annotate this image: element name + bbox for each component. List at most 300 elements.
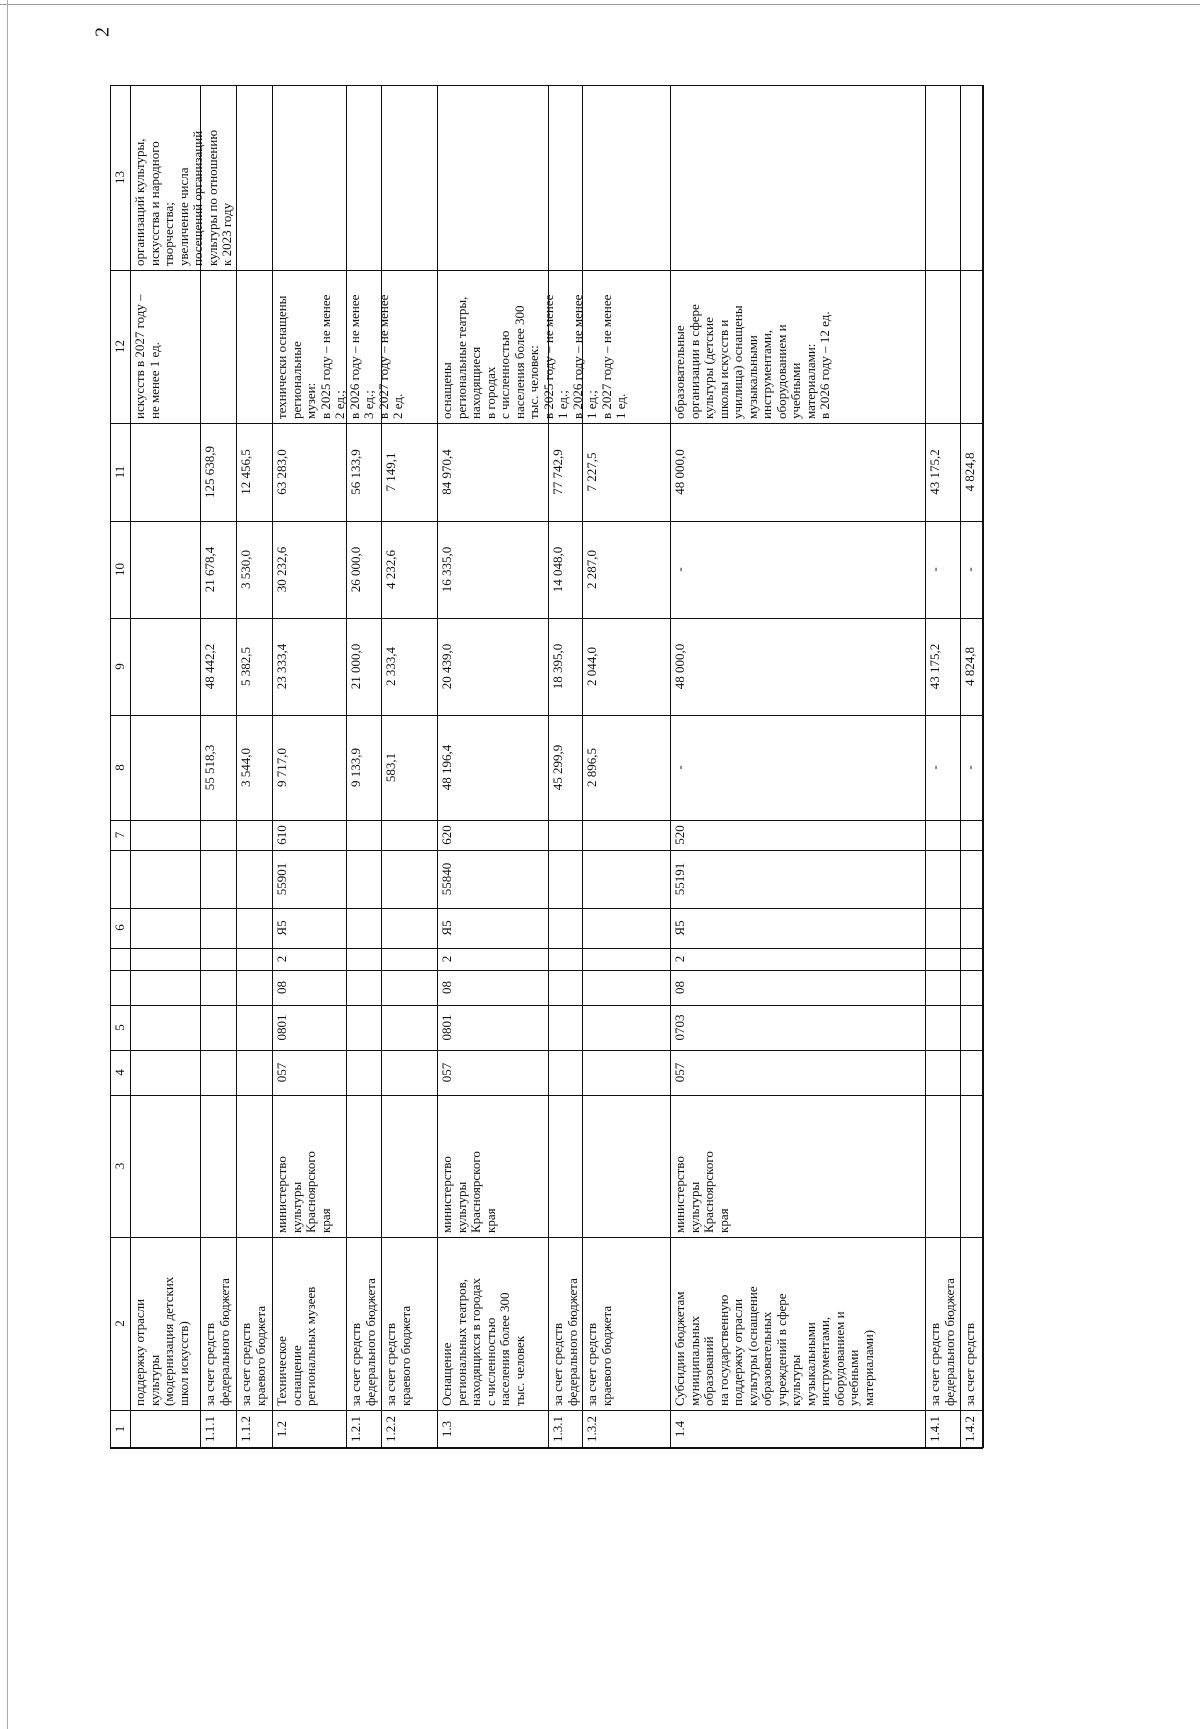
scan-edge-left bbox=[7, 0, 8, 1729]
row-14-c4-text: 057 bbox=[672, 1062, 687, 1083]
row-13-c8 bbox=[437, 715, 548, 820]
row-132-c2-text: краевого бюджета bbox=[598, 1305, 614, 1406]
row-14-c6d bbox=[670, 850, 925, 908]
row-12-c2 bbox=[272, 1237, 346, 1410]
row-12-c6b-text: 2 bbox=[274, 955, 289, 963]
row-121-c1-text: 1.2.1 bbox=[348, 1416, 363, 1442]
row-12-c9-text: 23 333,4 bbox=[274, 643, 289, 690]
row-14-c12-text: инструментами, bbox=[759, 329, 774, 419]
row-13-c4 bbox=[437, 1050, 548, 1095]
row-13-c1 bbox=[437, 1410, 548, 1448]
row-12-c11 bbox=[272, 423, 346, 521]
header-col-12 bbox=[110, 270, 130, 423]
row-121-c11-text: 56 133,9 bbox=[348, 449, 363, 495]
row-131-c2-text: за счет средств bbox=[550, 1323, 565, 1406]
row-12-c11-text: 63 283,0 bbox=[274, 449, 289, 495]
row-12-c12-text: технически оснащены bbox=[274, 295, 289, 419]
row-13-c12-text: региональные театры, bbox=[453, 296, 469, 419]
row-13-c6a-text: 08 bbox=[439, 981, 454, 994]
header-col-3-text: 3 bbox=[112, 1162, 127, 1170]
row-132-c9-text: 2 044,0 bbox=[584, 647, 599, 686]
row-12-c7-text: 610 bbox=[274, 825, 289, 845]
row-121-c8-text: 9 133,9 bbox=[348, 748, 363, 787]
row-12-c2-text: региональных музеев bbox=[303, 1286, 318, 1406]
row-13-c8-text: 48 196,4 bbox=[439, 744, 454, 791]
row-divider bbox=[983, 85, 984, 1448]
column-divider bbox=[110, 1448, 983, 1449]
row-cont-c2-text: культуры bbox=[146, 1354, 162, 1406]
header-col-8 bbox=[110, 715, 130, 820]
row-14-c12 bbox=[670, 270, 925, 423]
row-142-c10 bbox=[960, 521, 983, 618]
row-14-c1 bbox=[670, 1410, 925, 1448]
row-131-c11-text: 77 742,9 bbox=[550, 449, 565, 495]
row-14-c12-text: учебными bbox=[788, 362, 803, 419]
row-14-c2-text: культуры bbox=[788, 1354, 803, 1406]
row-121-c2 bbox=[346, 1237, 381, 1410]
row-121-c2-text: федерального бюджета bbox=[362, 1278, 378, 1406]
row-12-c6d bbox=[272, 850, 346, 908]
row-13-c12-text: в городах bbox=[482, 366, 498, 419]
row-141-c1-text: 1.4.1 bbox=[927, 1416, 942, 1442]
row-141-c2-text: федерального бюджета bbox=[941, 1278, 957, 1406]
row-13-c3-text: культуры bbox=[453, 1181, 469, 1233]
row-12-c12-text: в 2026 году – не менее bbox=[346, 294, 362, 419]
row-cont-c2-text: (модернизация детских bbox=[161, 1276, 176, 1406]
row-142-c2 bbox=[960, 1237, 983, 1410]
row-122-c10-text: 4 232,6 bbox=[383, 550, 398, 589]
row-13-c7-text: 620 bbox=[439, 825, 454, 845]
row-14-c4 bbox=[670, 1050, 925, 1095]
row-13-c2-text: Оснащение bbox=[439, 1342, 454, 1406]
header-col-4 bbox=[110, 1050, 130, 1095]
row-12-c12-text: региональные bbox=[288, 341, 304, 419]
row-111-c10-text: 21 678,4 bbox=[202, 546, 217, 593]
row-12-c6b bbox=[272, 948, 346, 970]
row-14-c2-text: учреждений в сфере bbox=[773, 1293, 789, 1406]
row-132-c2 bbox=[582, 1237, 670, 1410]
row-12-c2-text: оснащение bbox=[288, 1345, 304, 1406]
row-12-c5 bbox=[272, 1005, 346, 1050]
row-12-c3 bbox=[272, 1095, 346, 1237]
header-col-10 bbox=[110, 521, 130, 618]
row-13-c5 bbox=[437, 1005, 548, 1050]
row-cont-c2-text: поддержку отрасли bbox=[132, 1298, 147, 1406]
row-131-c8 bbox=[548, 715, 582, 820]
row-13-c6a bbox=[437, 970, 548, 1005]
row-14-c2-text: муниципальных bbox=[686, 1315, 702, 1406]
row-14-c9 bbox=[670, 618, 925, 715]
row-cont-c12-text: не менее 1 ед. bbox=[146, 342, 162, 419]
row-cont-c13-text: организаций культуры, bbox=[132, 138, 147, 266]
row-111-c1-text: 1.1.1 bbox=[202, 1416, 217, 1442]
row-141-c9-text: 43 175,2 bbox=[927, 643, 942, 690]
row-122-c2-text: краевого бюджета bbox=[397, 1305, 413, 1406]
row-13-c2-text: региональных театров, bbox=[453, 1278, 469, 1406]
row-14-c2-text: оборудованием и bbox=[831, 1311, 847, 1406]
row-12-c1 bbox=[272, 1410, 346, 1448]
row-132-c8 bbox=[582, 715, 670, 820]
header-col-1-text: 1 bbox=[112, 1425, 127, 1433]
row-13-c6d-text: 55840 bbox=[439, 862, 454, 896]
row-121-c1 bbox=[346, 1410, 381, 1448]
header-col-7-text: 7 bbox=[112, 831, 127, 839]
row-13-c12-text: тыс. человек: bbox=[526, 345, 541, 419]
header-col-5 bbox=[110, 1005, 130, 1050]
row-12-c8 bbox=[272, 715, 346, 820]
row-14-c2-text: инструментами, bbox=[817, 1316, 832, 1406]
header-col-1 bbox=[110, 1410, 130, 1448]
row-111-c1 bbox=[200, 1410, 236, 1448]
row-12-c2-text: Техническое bbox=[274, 1336, 289, 1406]
row-13-c2 bbox=[437, 1237, 548, 1410]
row-122-c11-text: 7 149,1 bbox=[383, 452, 398, 492]
row-13-c12-text: населения более 300 bbox=[511, 305, 527, 419]
row-112-c9-text: 5 382,5 bbox=[238, 647, 253, 686]
row-12-c10 bbox=[272, 521, 346, 618]
row-142-c11 bbox=[960, 423, 983, 521]
row-14-c6b-text: 2 bbox=[672, 955, 687, 963]
row-13-c12 bbox=[437, 270, 628, 423]
row-122-c2-text: за счет средств bbox=[383, 1323, 398, 1406]
row-13-c2-text: населения более 300 bbox=[497, 1292, 512, 1406]
row-14-c2-text: Субсидии бюджетам bbox=[672, 1291, 687, 1406]
row-112-c10 bbox=[236, 521, 272, 618]
row-132-c2-text: за счет средств bbox=[584, 1323, 599, 1406]
row-112-c10-text: 3 530,0 bbox=[238, 550, 253, 589]
row-132-c1 bbox=[582, 1410, 670, 1448]
row-122-c9 bbox=[381, 618, 437, 715]
row-142-c2-text: за счет средств bbox=[962, 1323, 977, 1406]
row-142-c1-text: 1.4.2 bbox=[962, 1416, 977, 1442]
row-121-c9-text: 21 000,0 bbox=[348, 643, 363, 690]
row-131-c2 bbox=[548, 1237, 582, 1410]
row-12-c6d-text: 55901 bbox=[274, 862, 289, 896]
row-132-c10 bbox=[582, 521, 670, 618]
header-col-3 bbox=[110, 1095, 130, 1237]
row-131-c10 bbox=[548, 521, 582, 618]
row-112-c8 bbox=[236, 715, 272, 820]
row-141-c11 bbox=[925, 423, 960, 521]
header-col-9 bbox=[110, 618, 130, 715]
row-14-c2-text: материалами) bbox=[860, 1329, 876, 1406]
row-12-c12-text: 2 ед. bbox=[390, 393, 405, 419]
row-132-c11 bbox=[582, 423, 670, 521]
row-122-c10 bbox=[381, 521, 437, 618]
row-111-c2-text: за счет средств bbox=[202, 1323, 217, 1406]
row-13-c12-text: находящиеся bbox=[468, 346, 483, 419]
row-13-c12-text: в 2025 году – не менее bbox=[540, 294, 556, 419]
row-142-c9-text: 4 824,8 bbox=[962, 647, 977, 686]
row-12-c7 bbox=[272, 820, 346, 850]
header-col-6-text: 6 bbox=[112, 924, 127, 931]
row-122-c8 bbox=[381, 715, 437, 820]
row-12-c6c-text: Я5 bbox=[274, 920, 289, 936]
row-121-c9 bbox=[346, 618, 381, 715]
row-13-c11-text: 84 970,4 bbox=[439, 449, 454, 495]
row-132-c9 bbox=[582, 618, 670, 715]
row-12-c12-text: 2 ед.; bbox=[332, 390, 347, 419]
row-14-c8 bbox=[670, 715, 925, 820]
row-14-c2-text: поддержку отрасли bbox=[730, 1298, 745, 1406]
row-14-c11-text: 48 000,0 bbox=[672, 449, 687, 495]
row-122-c1 bbox=[381, 1410, 437, 1448]
row-14-c3-text: культуры bbox=[686, 1181, 702, 1233]
row-12-c12-text: 3 ед.; bbox=[361, 390, 376, 419]
row-cont-c2 bbox=[130, 1237, 200, 1410]
row-112-c11-text: 12 456,5 bbox=[238, 449, 253, 495]
row-12-c6a-text: 08 bbox=[274, 981, 289, 994]
row-141-c2 bbox=[925, 1237, 960, 1410]
row-111-c8-text: 55 518,3 bbox=[202, 744, 217, 791]
row-13-c12-text: 1 ед.; bbox=[555, 390, 570, 419]
row-141-c1 bbox=[925, 1410, 960, 1448]
row-14-c2-text: образований bbox=[701, 1336, 716, 1406]
row-14-c10-text: - bbox=[672, 567, 687, 572]
row-111-c11 bbox=[200, 423, 236, 521]
row-14-c6b bbox=[670, 948, 925, 970]
row-12-c9 bbox=[272, 618, 346, 715]
row-13-c7 bbox=[437, 820, 548, 850]
header-col-7 bbox=[110, 820, 130, 850]
header-col-11-text: 11 bbox=[112, 465, 127, 479]
row-cont-c13-text: к 2023 году bbox=[219, 202, 234, 266]
row-14-c12-text: школы искусств и bbox=[715, 319, 731, 419]
row-14-c6d-text: 55191 bbox=[672, 862, 687, 896]
row-131-c1-text: 1.3.1 bbox=[550, 1416, 565, 1442]
row-13-c2-text: находящихся в городах bbox=[468, 1278, 483, 1406]
row-12-c12-text: музеи: bbox=[303, 382, 318, 419]
page-number-text: 2 bbox=[91, 27, 114, 37]
row-14-c6a-text: 08 bbox=[672, 981, 687, 994]
row-13-c12-text: с численностью bbox=[497, 330, 512, 419]
row-112-c2-text: за счет средств bbox=[238, 1323, 253, 1406]
row-121-c11 bbox=[346, 423, 381, 521]
row-142-c8 bbox=[960, 715, 983, 820]
row-cont-c2-text: школ искусств) bbox=[175, 1321, 191, 1406]
row-112-c2-text: краевого бюджета bbox=[252, 1305, 268, 1406]
row-142-c9 bbox=[960, 618, 983, 715]
row-13-c1-text: 1.3 bbox=[439, 1420, 454, 1438]
header-col-10-text: 10 bbox=[112, 563, 127, 576]
row-14-c1-text: 1.4 bbox=[672, 1420, 687, 1438]
row-13-c6b bbox=[437, 948, 548, 970]
row-12-c3-text: министерство bbox=[274, 1156, 289, 1233]
row-121-c10 bbox=[346, 521, 381, 618]
row-13-c9 bbox=[437, 618, 548, 715]
row-14-c2-text: культуры (оснащение bbox=[744, 1286, 760, 1406]
row-14-c12-text: училища) оснащены bbox=[730, 305, 745, 419]
row-141-c10-text: - bbox=[927, 567, 942, 572]
header-col-2-text: 2 bbox=[112, 1320, 127, 1327]
row-111-c9-text: 48 442,2 bbox=[202, 643, 217, 690]
row-12-c12-text: в 2027 году – не менее bbox=[375, 294, 391, 419]
row-13-c12-text: 1 ед. bbox=[613, 393, 628, 419]
row-112-c11 bbox=[236, 423, 272, 521]
row-141-c8-text: - bbox=[927, 765, 942, 770]
row-13-c12-text: в 2026 году – не менее bbox=[569, 294, 585, 419]
header-col-4-text: 4 bbox=[112, 1069, 127, 1076]
row-14-c6c-text: Я5 bbox=[672, 920, 687, 936]
row-14-c12-text: образовательные bbox=[672, 325, 687, 419]
row-13-c6b-text: 2 bbox=[439, 955, 454, 963]
row-12-c4 bbox=[272, 1050, 346, 1095]
header-col-5-text: 5 bbox=[112, 1024, 127, 1031]
row-14-c12-text: музыкальными bbox=[744, 335, 760, 419]
row-121-c2-text: за счет средств bbox=[348, 1323, 363, 1406]
row-13-c3-text: края bbox=[482, 1208, 498, 1233]
row-13-c5-text: 0801 bbox=[439, 1014, 454, 1041]
row-13-c10 bbox=[437, 521, 548, 618]
row-13-c10-text: 16 335,0 bbox=[439, 546, 454, 593]
row-111-c8 bbox=[200, 715, 236, 820]
row-132-c11-text: 7 227,5 bbox=[584, 452, 599, 492]
row-131-c9-text: 18 395,0 bbox=[550, 643, 565, 690]
row-122-c11 bbox=[381, 423, 437, 521]
row-12-c12 bbox=[272, 270, 405, 423]
row-112-c1-text: 1.1.2 bbox=[238, 1416, 253, 1442]
row-14-c12-text: культуры (детские bbox=[701, 317, 716, 419]
row-12-c1-text: 1.2 bbox=[274, 1420, 289, 1438]
row-13-c2-text: тыс. человек bbox=[511, 1335, 527, 1406]
row-14-c2-text: образовательных bbox=[759, 1311, 774, 1406]
row-13-c3 bbox=[437, 1095, 548, 1237]
table-border-right bbox=[110, 85, 983, 86]
row-12-c4-text: 057 bbox=[274, 1062, 289, 1083]
row-14-c9-text: 48 000,0 bbox=[672, 643, 687, 690]
row-12-c5-text: 0801 bbox=[274, 1014, 289, 1041]
row-142-c1 bbox=[960, 1410, 983, 1448]
row-14-c3-text: министерство bbox=[672, 1156, 687, 1233]
row-13-c12-text: в 2027 году – не менее bbox=[598, 294, 614, 419]
row-112-c8-text: 3 544,0 bbox=[238, 748, 253, 787]
row-13-c6d bbox=[437, 850, 548, 908]
header-col-9-text: 9 bbox=[112, 663, 127, 670]
row-111-c10 bbox=[200, 521, 236, 618]
row-13-c3-text: министерство bbox=[439, 1156, 454, 1233]
row-13-c12-text: 1 ед.; bbox=[584, 390, 599, 419]
row-14-c12-text: материалами: bbox=[802, 343, 818, 419]
row-14-c3-text: края bbox=[715, 1208, 731, 1233]
row-112-c1 bbox=[236, 1410, 272, 1448]
row-111-c2 bbox=[200, 1237, 236, 1410]
row-12-c6c bbox=[272, 908, 346, 948]
row-14-c7 bbox=[670, 820, 925, 850]
row-12-c8-text: 9 717,0 bbox=[274, 748, 289, 787]
row-cont-c13-text: культуры по отношению bbox=[204, 129, 220, 266]
row-111-c2-text: федерального бюджета bbox=[216, 1278, 232, 1406]
row-131-c9 bbox=[548, 618, 582, 715]
header-col-12-text: 12 bbox=[112, 340, 127, 353]
row-132-c1-text: 1.3.2 bbox=[584, 1416, 599, 1442]
header-col-6 bbox=[110, 850, 130, 1005]
row-14-c12-text: оборудованием и bbox=[773, 324, 789, 419]
row-111-c11-text: 125 638,9 bbox=[202, 446, 217, 498]
row-13-c9-text: 20 439,0 bbox=[439, 643, 454, 690]
row-14-c12-text: в 2026 году – 12 ед. bbox=[817, 311, 832, 419]
row-121-c8 bbox=[346, 715, 381, 820]
header-col-13 bbox=[110, 85, 130, 270]
row-12-c12-text: в 2025 году – не менее bbox=[317, 294, 333, 419]
row-13-c3-text: Красноярского bbox=[468, 1151, 483, 1233]
row-14-c6a bbox=[670, 970, 925, 1005]
row-12-c6a bbox=[272, 970, 346, 1005]
header-col-11 bbox=[110, 423, 130, 521]
row-14-c2-text: на государственную bbox=[715, 1294, 731, 1406]
row-cont-c13-text: увеличение числа bbox=[175, 167, 191, 266]
row-122-c1-text: 1.2.2 bbox=[383, 1416, 398, 1442]
row-12-c3-text: края bbox=[317, 1208, 333, 1233]
row-14-c10 bbox=[670, 521, 925, 618]
row-13-c2-text: с численностью bbox=[482, 1317, 498, 1406]
row-13-c6c-text: Я5 bbox=[439, 920, 454, 936]
row-cont-c13 bbox=[130, 85, 234, 270]
row-cont-c13-text: творчества; bbox=[161, 202, 176, 266]
row-13-c11 bbox=[437, 423, 548, 521]
row-141-c2-text: за счет средств bbox=[927, 1323, 942, 1406]
row-112-c9 bbox=[236, 618, 272, 715]
header-col-13-text: 13 bbox=[112, 171, 127, 184]
row-cont-c13-text: посещений организаций bbox=[190, 130, 205, 266]
page-number bbox=[88, 20, 118, 44]
row-131-c10-text: 14 048,0 bbox=[550, 546, 565, 593]
row-122-c2 bbox=[381, 1237, 437, 1410]
row-14-c5-text: 0703 bbox=[672, 1014, 687, 1041]
row-131-c1 bbox=[548, 1410, 582, 1448]
budget-table bbox=[110, 85, 983, 1448]
row-12-c3-text: культуры bbox=[288, 1181, 304, 1233]
header-col-2 bbox=[110, 1237, 130, 1410]
scan-edge-top bbox=[0, 4, 1200, 5]
row-131-c8-text: 45 299,9 bbox=[550, 744, 565, 791]
row-14-c12-text: организации в сфере bbox=[686, 304, 702, 419]
row-14-c8-text: - bbox=[672, 765, 687, 770]
row-141-c11-text: 43 175,2 bbox=[927, 449, 942, 495]
row-cont-c12 bbox=[130, 270, 200, 423]
row-14-c3 bbox=[670, 1095, 925, 1237]
row-132-c10-text: 2 287,0 bbox=[584, 550, 599, 589]
row-14-c2-text: учебными bbox=[846, 1349, 861, 1406]
row-14-c2 bbox=[670, 1237, 925, 1410]
row-14-c5 bbox=[670, 1005, 925, 1050]
row-13-c4-text: 057 bbox=[439, 1062, 454, 1083]
row-121-c10-text: 26 000,0 bbox=[348, 546, 363, 593]
row-141-c8 bbox=[925, 715, 960, 820]
row-111-c9 bbox=[200, 618, 236, 715]
row-cont-c13-text: искусства и народного bbox=[146, 141, 162, 266]
row-132-c8-text: 2 896,5 bbox=[584, 748, 599, 787]
row-13-c12-text: оснащены bbox=[439, 362, 454, 419]
row-141-c10 bbox=[925, 521, 960, 618]
row-122-c8-text: 583,1 bbox=[383, 752, 398, 783]
row-12-c3-text: Красноярского bbox=[303, 1151, 318, 1233]
row-14-c7-text: 520 bbox=[672, 825, 687, 845]
row-14-c11 bbox=[670, 423, 925, 521]
row-112-c2 bbox=[236, 1237, 272, 1410]
row-14-c3-text: Красноярского bbox=[701, 1151, 716, 1233]
row-14-c6c bbox=[670, 908, 925, 948]
row-122-c9-text: 2 333,4 bbox=[383, 647, 398, 686]
row-cont-c12-text: искусств в 2027 году – bbox=[132, 294, 147, 419]
row-131-c2-text: федерального бюджета bbox=[564, 1278, 580, 1406]
row-142-c11-text: 4 824,8 bbox=[962, 452, 977, 492]
row-131-c11 bbox=[548, 423, 582, 521]
row-142-c10-text: - bbox=[962, 567, 977, 572]
row-142-c8-text: - bbox=[962, 765, 977, 770]
row-13-c6c bbox=[437, 908, 548, 948]
header-col-8-text: 8 bbox=[112, 764, 127, 771]
row-14-c2-text: музыкальными bbox=[802, 1322, 818, 1406]
